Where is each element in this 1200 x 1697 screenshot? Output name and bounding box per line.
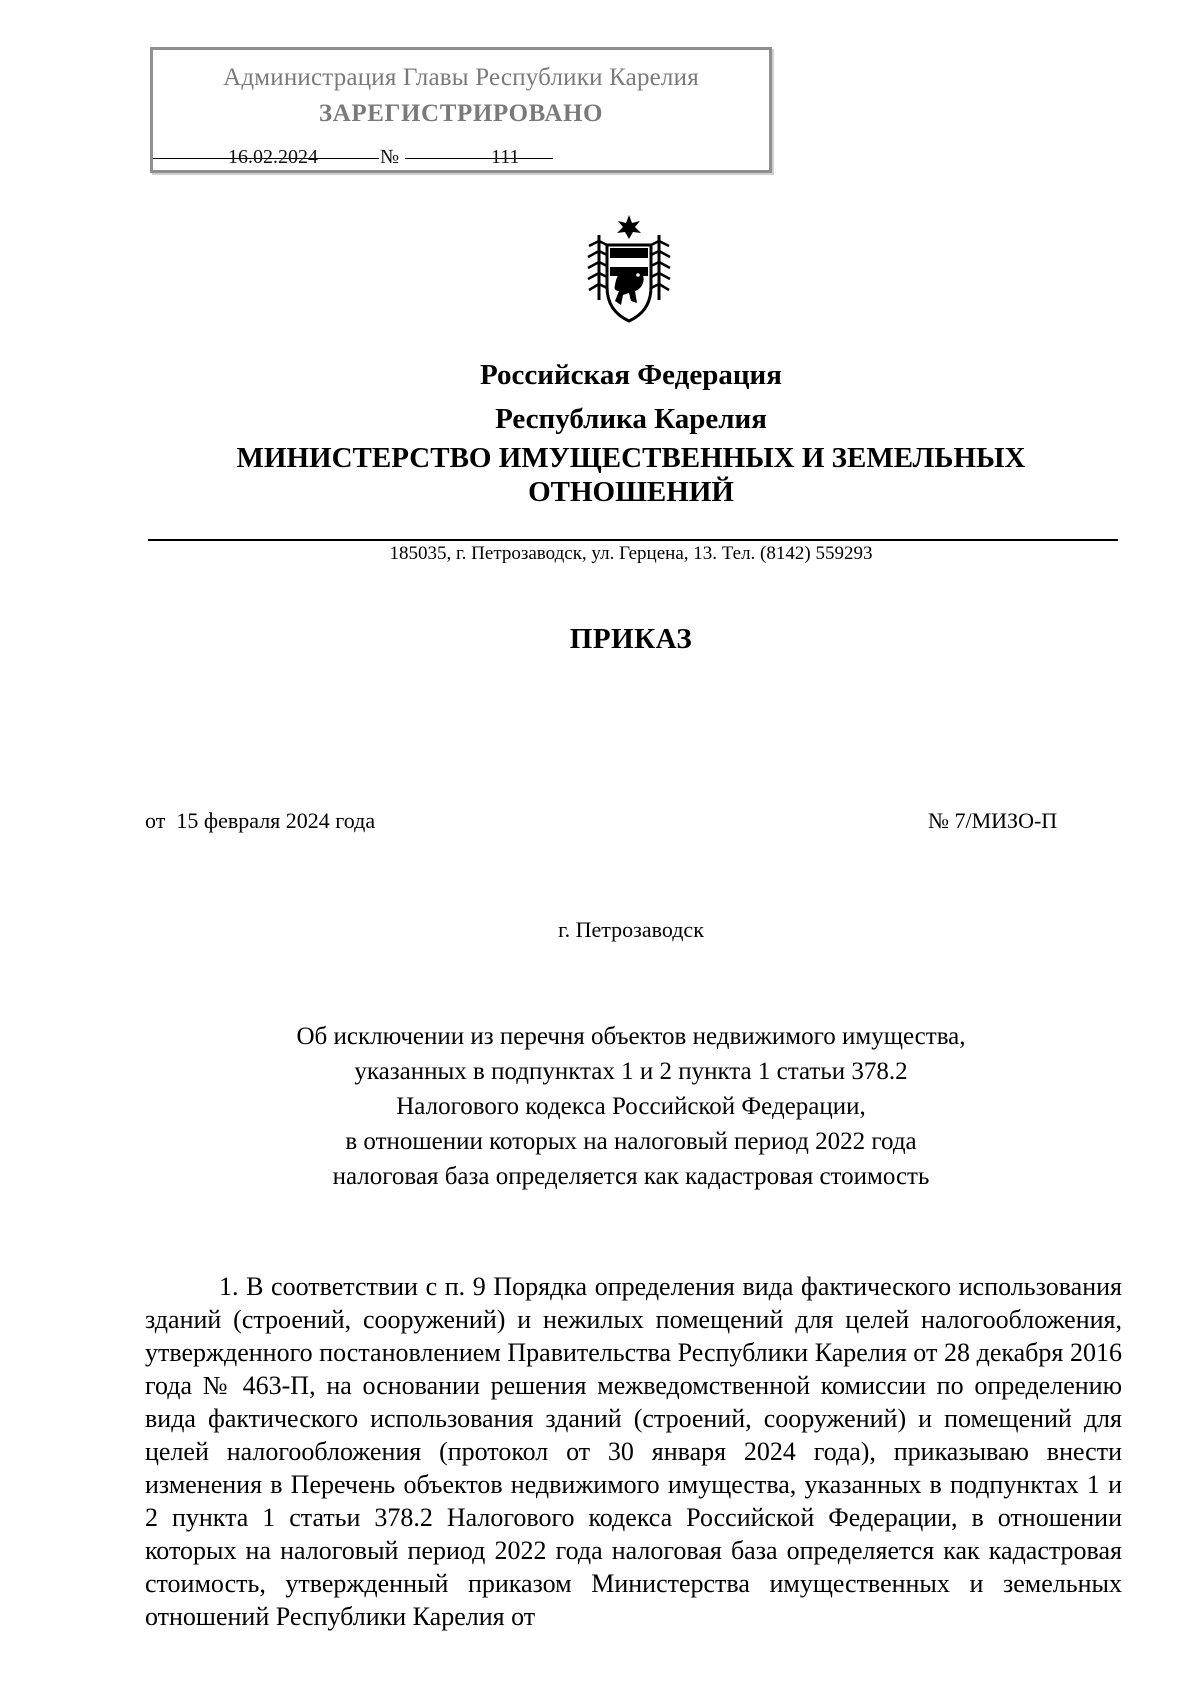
stamp-number: 111 [491, 146, 520, 168]
stamp-underline [333, 158, 379, 159]
karelia-coat-of-arms-icon [585, 215, 673, 325]
stamp-number-underline [405, 158, 553, 159]
header-address: 185035, г. Петрозаводск, ул. Герцена, 13. Тел. (8142) 559293 [389, 543, 873, 564]
stamp-status: ЗАРЕГИСТРИРОВАНО [318, 100, 604, 127]
body-paragraph-1: 1. В соответствии с п. 9 Порядка определения вида фактического использования зданий (строений, сооружений) и нежилых помещений для целей налогообложения, утвержденного постановлением Правительства Республики Карелия от 28 декабря 2016 года № 463-П, на основании решения межведомственной комиссии по определению вида фактического использования зданий (строений, сооружений) и помещений для целей налогообложения (протокол от 30 января 2024 года), приказываю внести изменения в Перечень объектов недвижимого имущества, указанных в подпунктах 1 и 2 пункта 1 статьи 378.2 Налогового кодекса Российской Федерации, в отношении которых на налоговый период 2022 года налоговая база определяется как кадастровая стоимость, утвержденный приказом Министерства имущественных и земельных отношений Республики Карелия от [145, 1272, 1122, 1631]
subject-line: Об исключении из перечня объектов недвижимого имущества, [296, 1023, 966, 1050]
subject-line: в отношении которых на налоговый период 2022 года [345, 1128, 917, 1155]
header-divider [148, 539, 1118, 541]
header-region: Республика Карелия [495, 403, 767, 435]
subject-line: указанных в подпунктах 1 и 2 пункта 1 статьи 378.2 [354, 1058, 908, 1085]
header-ministry-line1: МИНИСТЕРСТВО ИМУЩЕСТВЕННЫХ И ЗЕМЕЛЬНЫХ [236, 442, 1026, 474]
stamp-number-label: № [380, 146, 400, 168]
subject-line: Налогового кодекса Российской Федерации, [396, 1093, 866, 1120]
header-country: Российская Федерация [480, 359, 782, 391]
document-city: г. Петрозаводск [558, 917, 704, 942]
stamp-organization: Администрация Главы Республики Карелия [223, 64, 699, 91]
stamp-underline [153, 158, 193, 159]
document-type: ПРИКАЗ [569, 623, 693, 655]
stamp-date: 16.02.2024 [228, 146, 318, 168]
registration-stamp [150, 47, 772, 173]
header-ministry-line2: ОТНОШЕНИЙ [528, 476, 734, 508]
subject-line: налоговая база определяется как кадастровая стоимость [332, 1163, 930, 1190]
document-number: № 7/МИЗО-П [928, 808, 1058, 833]
document-date: от 15 февраля 2024 года [145, 808, 376, 833]
